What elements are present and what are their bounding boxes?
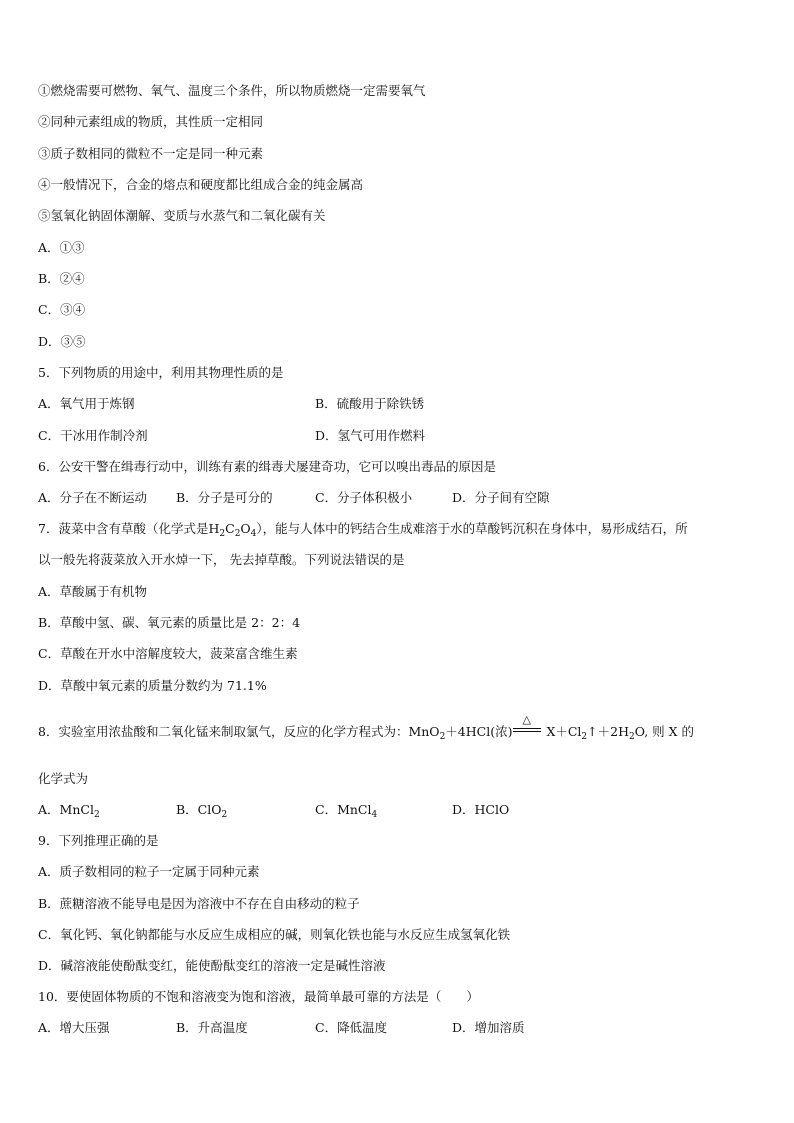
q10-option-d: D．增加溶质 [452, 1020, 525, 1035]
q6-option-a: A．分子在不断运动 [38, 490, 148, 505]
oxalic-acid-formula: $H_2C_2O_4$ [208, 521, 257, 539]
q6-option-c: C．分子体积极小 [315, 490, 413, 505]
q9-stem: 9．下列推理正确的是 [38, 833, 159, 848]
q7-option-b: B．草酸中氢、碳、氧元素的质量比是 2：2：4 [38, 615, 301, 630]
q8-stem-line2: 化学式为 [38, 771, 89, 786]
q8-option-c: C．MnCl$_4$ [315, 802, 378, 820]
q7-stem-start: 7．菠菜中含有草酸（化学式是 [38, 521, 209, 536]
q7-option-c: C．草酸在开水中溶解度较大，菠菜富含维生素 [38, 646, 298, 661]
q5-option-d: D．氢气可用作燃料 [315, 428, 426, 443]
q5-stem: 5．下列物质的用途中，利用其物理性质的是 [38, 365, 284, 380]
delta-heat-symbol: △ [522, 713, 531, 726]
q5-option-c: C．干冰用作制冷剂 [38, 428, 148, 443]
q10-option-a: A．增大压强 [38, 1020, 110, 1035]
q4-statement-1: ①燃烧需要可燃物、氧气、温度三个条件，所以物质燃烧一定需要氧气 [38, 83, 426, 98]
heating-equals-sign [512, 713, 542, 740]
q8-stem-line1: 8．实验室用浓盐酸和二氧化锰来制取氯气，反应的化学方程式为：MnO$_2$＋4HCl(浓) △ $X+Cl_2↑+2H_2O$, 则 X 的 [38, 713, 695, 742]
q7-stem-line1 [38, 521, 688, 537]
q9-option-a: A．质子数相同的粒子一定属于同种元素 [38, 864, 260, 879]
q8-option-a: A．MnCl$_2$ [38, 802, 100, 820]
q9-option-c: C．氧化钙、氧化钠都能与水反应生成相应的碱，则氧化铁也能与水反应生成氢氧化铁 [38, 927, 511, 942]
q8-option-b: B．ClO$_2$ [176, 802, 228, 820]
q4-option-d: D．③⑤ [38, 334, 86, 349]
q9-option-d: D．碱溶液能使酚酞变红，能使酚酞变红的溶液一定是碱性溶液 [38, 958, 386, 973]
q7-option-d: D．草酸中氧元素的质量分数约为 71.1% [38, 678, 267, 693]
q4-option-a: A．①③ [38, 240, 85, 255]
q4-statement-5: ⑤氢氧化钠固体潮解、变质与水蒸气和二氧化碳有关 [38, 208, 326, 223]
q7-stem-line2: 以一般先将菠菜放入开水焯一下， 先去掉草酸。下列说法错误的是 [38, 552, 405, 567]
q4-option-c: C．③④ [38, 302, 86, 317]
q6-stem: 6．公安干警在缉毒行动中，训练有素的缉毒犬屡建奇功，它可以嗅出毒品的原因是 [38, 459, 496, 474]
q5-option-b: B．硫酸用于除铁锈 [315, 396, 425, 411]
q4-statement-3: ③质子数相同的微粒不一定是同一种元素 [38, 146, 264, 161]
q10-option-c: C．降低温度 [315, 1020, 388, 1035]
q6-option-d: D．分子间有空隙 [452, 490, 550, 505]
q7-option-a: A．草酸属于有机物 [38, 584, 148, 599]
q10-stem: 10．要使固体物质的不饱和溶液变为饱和溶液，最简单最可靠的方法是（ ） [38, 989, 479, 1004]
q10-option-b: B．升高温度 [176, 1020, 248, 1035]
q9-option-b: B．蔗糖溶液不能导电是因为溶液中不存在自由移动的粒子 [38, 896, 360, 911]
q6-option-b: B．分子是可分的 [176, 490, 273, 505]
q4-statement-4: ④一般情况下，合金的熔点和硬度都比组成合金的纯金属高 [38, 177, 364, 192]
q4-statement-2: ②同种元素组成的物质，其性质一定相同 [38, 114, 264, 129]
q7-stem-end: ），能与人体中的钙结合生成难溶于水的草酸钙沉积在身体中，易形成结石，所 [256, 521, 688, 536]
q8-option-d: D．HClO [452, 802, 510, 817]
q5-option-a: A．氧气用于炼钢 [38, 396, 135, 411]
q4-option-b: B．②④ [38, 271, 85, 286]
